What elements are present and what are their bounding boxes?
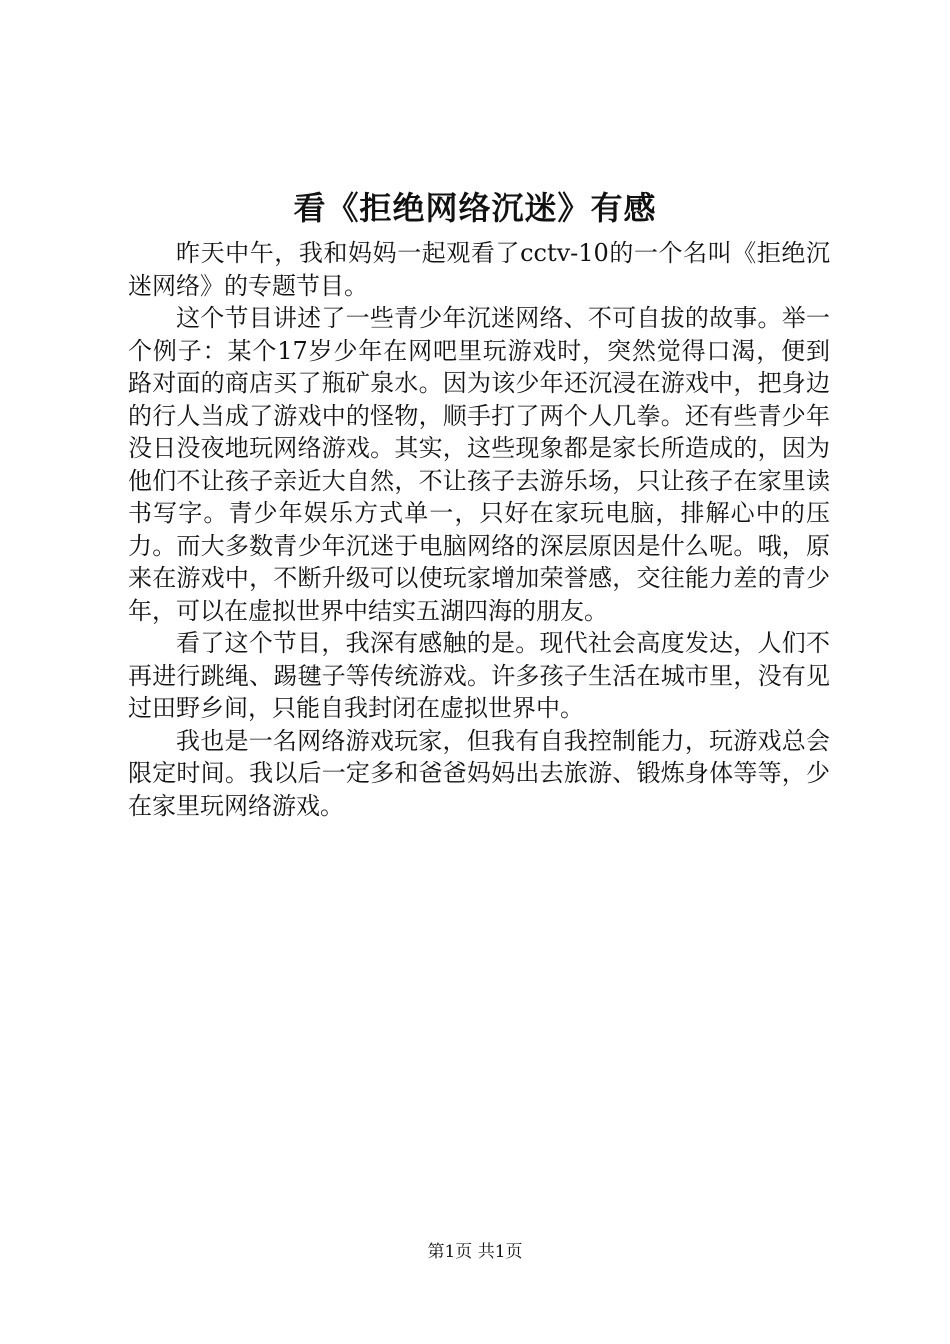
- paragraph-1: 昨天中午，我和妈妈一起观看了cctv-10的一个名叫《拒绝沉迷网络》的专题节目。: [128, 239, 830, 300]
- paragraph-4: 我也是一名网络游戏玩家，但我有自我控制能力，玩游戏总会限定时间。我以后一定多和爸爸妈妈出去旅游、锻炼身体等等，少在家里玩网络游戏。: [128, 726, 830, 820]
- page-footer: 第1页 共1页: [427, 1242, 523, 1262]
- document-title: 看《拒绝网络沉迷》有感: [293, 189, 657, 227]
- paragraph-2: 这个节目讲述了一些青少年沉迷网络、不可自拔的故事。举一个例子：某个17岁少年在网吧里玩游戏时，突然觉得口渴，便到路对面的商店买了瓶矿泉水。因为该少年还沉浸在游戏中，把身边的行人当成了游戏中的怪物，顺手打了两个人几拳。还有些青少年没日没夜地玩网络游戏。其实，这些现象都是家长所造成的，因为他们不让孩子亲近大自然，不让孩子去游乐场，只让孩子在家里读书写字。青少年娱乐方式单一，只好在家玩电脑，排解心中的压力。而大多数青少年沉迷于电脑网络的深层原因是什么呢。哦，原来在游戏中，不断升级可以使玩家增加荣誉感，交往能力差的青少年，可以在虚拟世界中结实五湖四海的朋友。: [128, 304, 830, 625]
- paragraph-3: 看了这个节目，我深有感触的是。现代社会高度发达，人们不再进行跳绳、踢毽子等传统游戏。许多孩子生活在城市里，没有见过田野乡间，只能自我封闭在虚拟世界中。: [128, 629, 830, 722]
- document-body: [128, 237, 830, 822]
